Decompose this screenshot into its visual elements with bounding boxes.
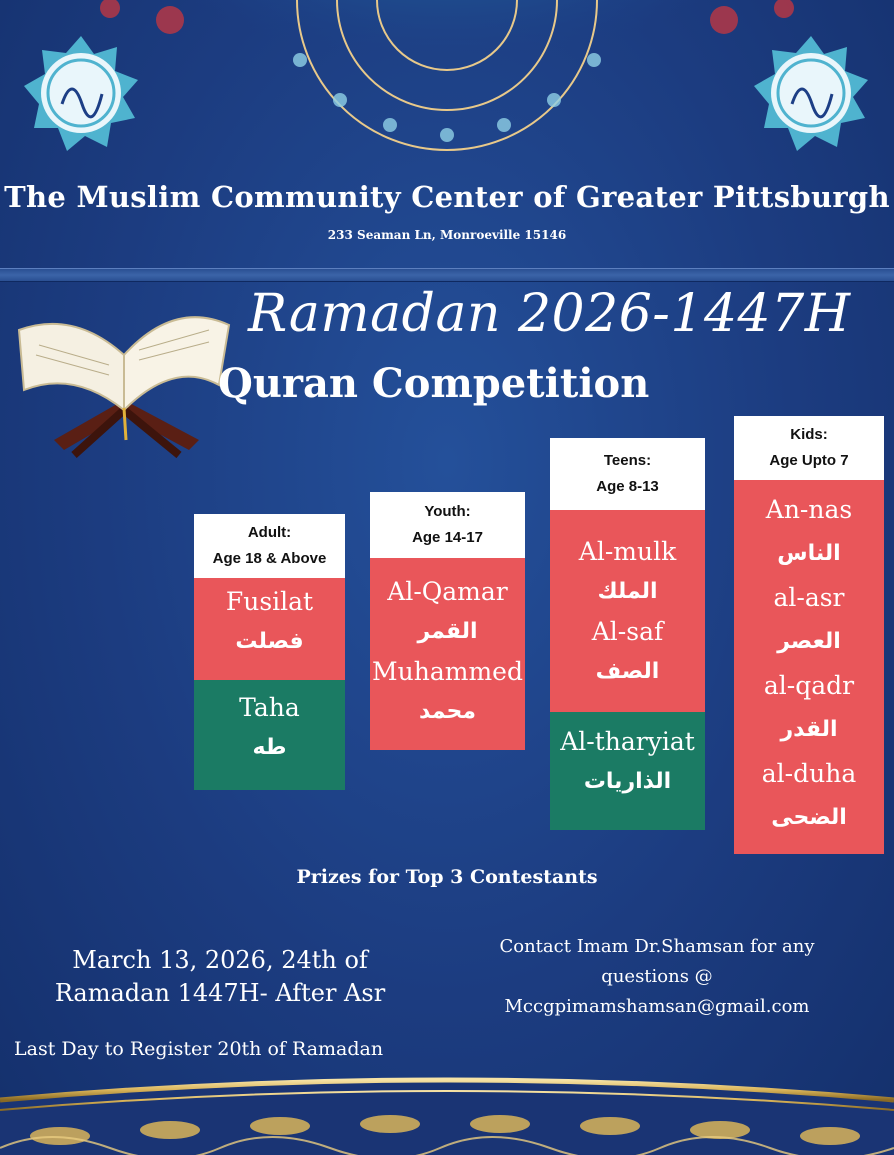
surah-name-arabic: طه <box>252 735 287 760</box>
contact-email[interactable]: Mccgpimamshamsan@gmail.com <box>504 996 810 1017</box>
category-group: Adult: <box>247 524 292 541</box>
category-age: Age 14-17 <box>412 529 483 546</box>
surah-name-english: Fusilat <box>225 587 314 616</box>
surah-block <box>734 480 884 854</box>
surah-name-english: al-duha <box>761 759 857 788</box>
surah-name-arabic: الذاريات <box>583 769 672 794</box>
surah-name-arabic: القدر <box>780 717 838 742</box>
surah-name-arabic: الناس <box>777 541 841 566</box>
surah-block <box>550 510 705 712</box>
category-header <box>194 514 345 578</box>
surah-name-english: al-asr <box>773 583 845 612</box>
category-group: Youth: <box>424 503 471 520</box>
surah-name-english: Al-saf <box>591 617 664 646</box>
event-subtitle: Quran Competition <box>218 360 650 407</box>
category-column-adult <box>194 514 345 790</box>
organization-name: The Muslim Community Center of Greater Pittsburgh <box>4 180 890 214</box>
category-header <box>550 438 705 510</box>
category-column-teens <box>550 438 705 830</box>
open-quran-on-stand-icon <box>14 290 239 465</box>
category-header <box>370 492 525 558</box>
event-date <box>10 944 430 1010</box>
surah-name-arabic: محمد <box>419 699 476 724</box>
surah-name-english: Al-tharyiat <box>560 727 695 756</box>
prizes-note: Prizes for Top 3 Contestants <box>296 866 598 888</box>
surah-name-arabic: القمر <box>417 619 478 644</box>
event-date-line: March 13, 2026, 24th of <box>72 946 368 974</box>
surah-name-arabic: الضحى <box>771 805 847 830</box>
registration-deadline: Last Day to Register 20th of Ramadan <box>14 1038 384 1060</box>
surah-name-english: Taha <box>239 693 300 722</box>
contact-line: Contact Imam Dr.Shamsan for any <box>499 936 815 957</box>
surah-name-english: al-qadr <box>763 671 855 700</box>
category-group: Kids: <box>790 426 828 443</box>
category-group: Teens: <box>603 452 652 469</box>
category-header <box>734 416 884 480</box>
gold-arabesque-border-icon <box>0 1066 894 1155</box>
category-column-youth <box>370 492 525 750</box>
surah-block <box>194 578 345 680</box>
surah-name-arabic: الصف <box>595 659 660 684</box>
surah-block <box>550 712 705 830</box>
category-column-kids <box>734 416 884 854</box>
surah-name-english: Muhammed <box>372 657 523 686</box>
quran-calligraphy-seal-icon <box>22 34 140 152</box>
surah-block <box>194 680 345 790</box>
category-age: Age 8-13 <box>596 478 659 495</box>
category-age: Age Upto 7 <box>769 452 849 469</box>
surah-block <box>370 558 525 750</box>
event-title: Ramadan 2026-1447H <box>248 284 851 344</box>
organization-address: 233 Seaman Ln, Monroeville 15146 <box>327 228 567 242</box>
surah-name-arabic: فصلت <box>235 629 304 654</box>
category-age: Age 18 & Above <box>212 550 327 567</box>
surah-name-english: Al-mulk <box>578 537 677 566</box>
event-date-line: Ramadan 1447H- After Asr <box>54 979 386 1007</box>
surah-name-arabic: العصر <box>777 629 841 654</box>
surah-name-english: An-nas <box>765 495 853 524</box>
quran-calligraphy-seal-icon <box>752 34 870 152</box>
surah-name-arabic: الملك <box>597 579 658 604</box>
contact-line: questions @ <box>601 966 713 987</box>
surah-name-english: Al-Qamar <box>387 577 508 606</box>
header-divider <box>0 268 894 282</box>
contact-info <box>472 932 842 1022</box>
